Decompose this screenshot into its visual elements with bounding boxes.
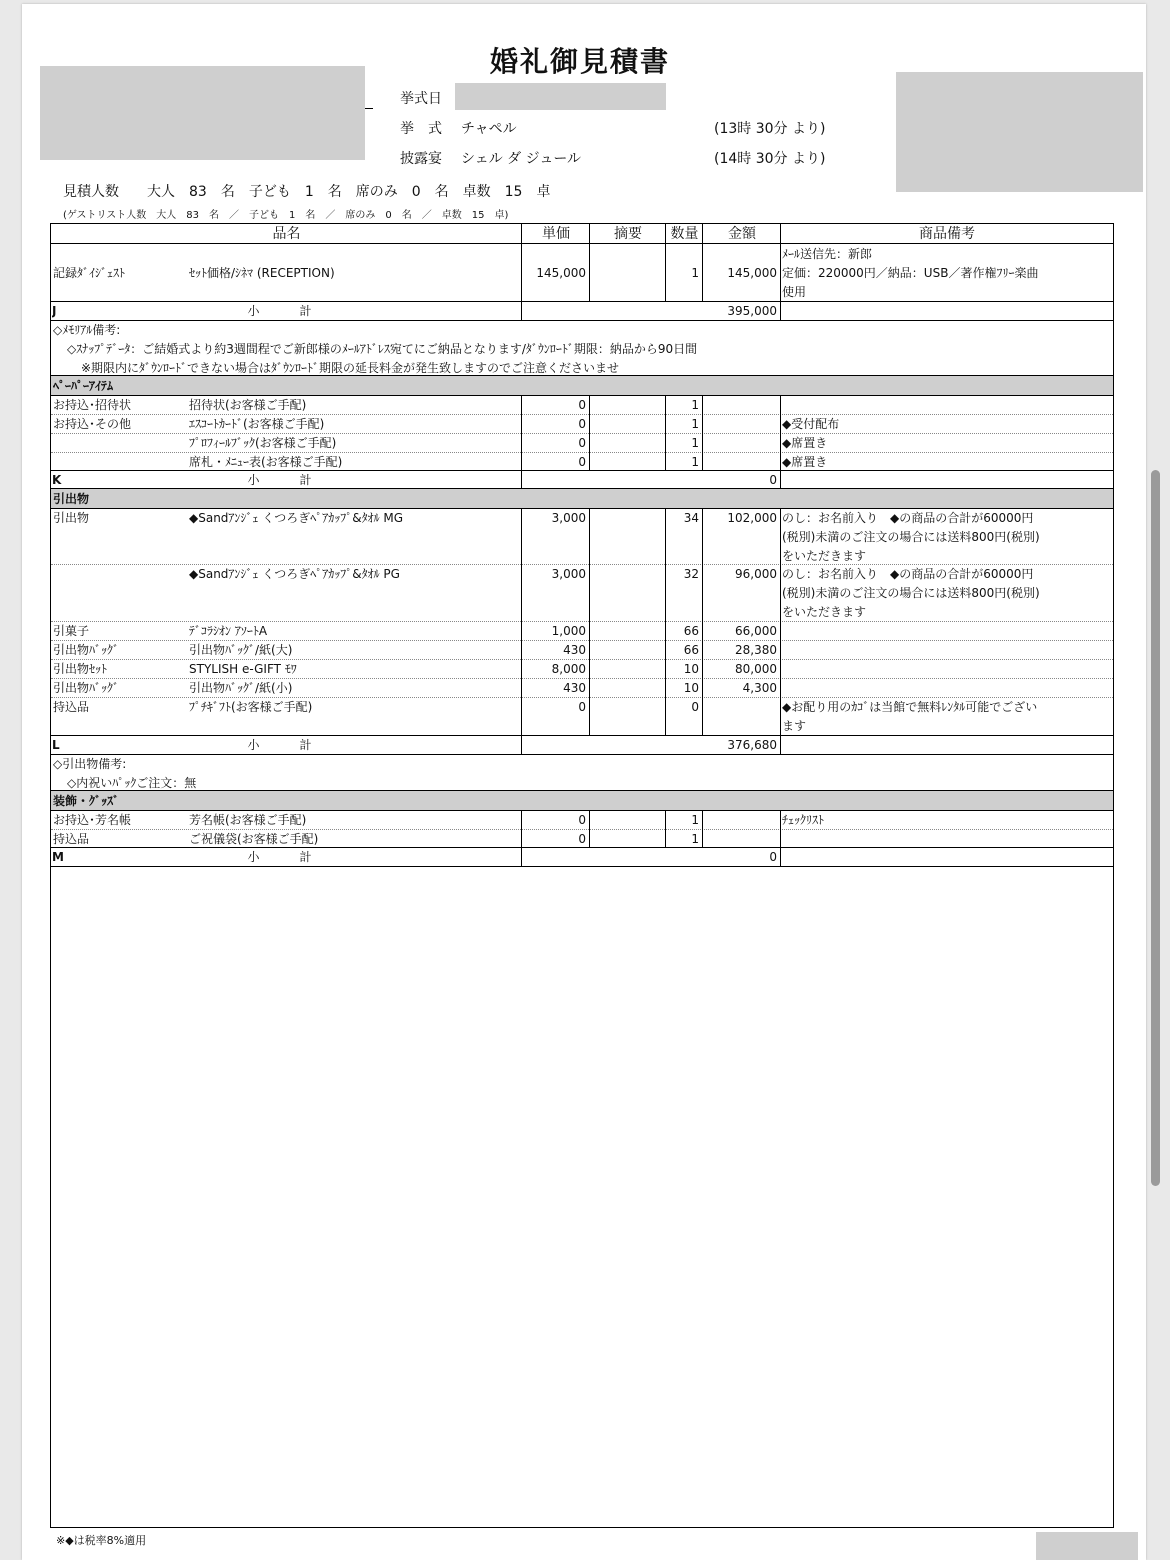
column-divider — [521, 433, 522, 452]
amount: 4,300 — [742, 681, 777, 695]
item-category: 記録ﾀﾞｲｼﾞｪｽﾄ — [53, 266, 126, 280]
column-divider — [665, 452, 666, 470]
column-divider — [780, 433, 781, 452]
column-divider — [702, 244, 703, 301]
item-name: ﾌﾟﾁｷﾞﾌﾄ(お客様ご手配) — [189, 700, 313, 714]
column-divider — [665, 659, 666, 678]
item-category: 引出物 — [53, 511, 90, 525]
column-divider — [589, 452, 590, 470]
column-divider — [589, 697, 590, 735]
column-divider — [665, 621, 666, 640]
column-divider — [665, 224, 666, 244]
amount: 80,000 — [735, 662, 777, 676]
column-divider — [521, 847, 522, 866]
quantity: 10 — [683, 681, 699, 695]
remark-line — [51, 773, 1113, 791]
remark-text: ◇ｽﾅｯﾌﾟﾃﾞｰﾀ：ご結婚式より約3週間程でご新郎様のﾒｰﾙｱﾄﾞﾚｽ宛てにご納品となります/ﾀﾞｳﾝﾛｰﾄﾞ期限：納品から90日間 — [67, 342, 698, 356]
column-divider — [702, 829, 703, 847]
ceremony-label: 挙 式 — [400, 121, 442, 137]
column-divider — [521, 452, 522, 470]
column-divider — [521, 395, 522, 414]
item-name: 引出物ﾊﾞｯｸﾞ/紙(小) — [189, 681, 293, 695]
column-divider — [702, 697, 703, 735]
item-name: ◆Sandｱﾝｼﾞｪ くつろぎﾍﾟｱｶｯﾌﾟ&ﾀｵﾙ MG — [189, 511, 404, 525]
redacted-venue-logo — [896, 72, 1143, 192]
item-category: お持込･芳名帳 — [53, 813, 132, 827]
column-divider — [521, 640, 522, 659]
column-divider — [589, 395, 590, 414]
remark-line — [51, 358, 1113, 376]
remark-text: ◇引出物備考: — [53, 757, 127, 771]
column-divider — [665, 564, 666, 621]
table-row — [51, 452, 1113, 471]
column-divider — [702, 678, 703, 697]
table-row — [51, 829, 1113, 848]
column-divider — [780, 659, 781, 678]
column-divider — [665, 414, 666, 433]
column-divider — [665, 678, 666, 697]
table-row — [51, 697, 1113, 736]
header-summary: 摘要 — [614, 226, 642, 242]
unit-price: 0 — [578, 417, 586, 431]
header-unit-price: 単価 — [542, 226, 570, 242]
column-divider — [589, 621, 590, 640]
column-divider — [780, 810, 781, 829]
unit-price: 0 — [578, 455, 586, 469]
unit-price: 0 — [578, 700, 586, 714]
table-row — [51, 395, 1113, 415]
page-title: 婚礼御見積書 — [490, 45, 671, 78]
item-name: ﾃﾞｺﾗｼｵﾝ ｱｿｰﾄA — [189, 624, 268, 638]
item-category: 持込品 — [53, 832, 90, 846]
redacted-couple-name — [40, 66, 365, 160]
table-row — [51, 244, 1113, 302]
tax-footnote: ※◆は税率8%適用 — [56, 1534, 147, 1547]
ceremony-date-label: 挙式日 — [400, 91, 442, 107]
remarks: ◆席置き — [782, 455, 828, 469]
column-divider — [780, 224, 781, 244]
quantity: 1 — [691, 266, 699, 280]
item-category: 持込品 — [53, 700, 90, 714]
table-row — [51, 508, 1113, 565]
subtotal-amount: 0 — [769, 473, 777, 487]
table-row — [51, 640, 1113, 660]
column-divider — [780, 414, 781, 433]
section-title: 引出物 — [53, 492, 90, 506]
reception-label: 披露宴 — [400, 151, 442, 167]
column-divider — [702, 452, 703, 470]
table-row — [51, 659, 1113, 679]
column-divider — [665, 829, 666, 847]
column-divider — [780, 301, 781, 320]
column-divider — [665, 395, 666, 414]
remarks: のし：お名前入り ◆の商品の合計が60000円(税別)未満のご注文の場合には送料800円(税別)をいただきます — [782, 567, 1040, 619]
guest-counts: 見積人数 大人 83 名 子ども 1 名 席のみ 0 名 卓数 15 卓 — [63, 184, 551, 200]
column-divider — [665, 433, 666, 452]
column-divider — [780, 847, 781, 866]
column-divider — [521, 244, 522, 301]
redacted-date — [455, 83, 666, 110]
column-divider — [665, 244, 666, 301]
column-divider — [589, 508, 590, 564]
amount: 102,000 — [727, 511, 777, 525]
column-divider — [589, 659, 590, 678]
amount: 28,380 — [735, 643, 777, 657]
subtotal-code: L — [52, 738, 60, 752]
column-divider — [702, 395, 703, 414]
unit-price: 3,000 — [551, 511, 586, 525]
subtotal-label: 小 計 — [247, 304, 326, 318]
column-divider — [780, 829, 781, 847]
column-divider — [521, 301, 522, 320]
column-divider — [521, 659, 522, 678]
unit-price: 0 — [578, 832, 586, 846]
amount: 145,000 — [727, 266, 777, 280]
column-divider — [780, 735, 781, 754]
column-divider — [702, 508, 703, 564]
item-name: 引出物ﾊﾞｯｸﾞ/紙(大) — [189, 643, 293, 657]
remarks: ◆席置き — [782, 436, 828, 450]
subtotal-row — [51, 470, 1113, 489]
table-row — [51, 810, 1113, 830]
unit-price: 1,000 — [551, 624, 586, 638]
unit-price: 0 — [578, 398, 586, 412]
ceremony-time: (13時 30分 より) — [714, 121, 826, 137]
column-divider — [702, 414, 703, 433]
header-item: 品名 — [272, 226, 301, 242]
column-divider — [521, 414, 522, 433]
column-divider — [589, 678, 590, 697]
column-divider — [589, 433, 590, 452]
column-divider — [780, 621, 781, 640]
column-divider — [589, 564, 590, 621]
item-name: ご祝儀袋(お客様ご手配) — [189, 832, 319, 846]
unit-price: 3,000 — [551, 567, 586, 581]
column-divider — [702, 564, 703, 621]
item-category: 引出物ﾊﾞｯｸﾞ — [53, 681, 120, 695]
item-name: STYLISH e-GIFT ﾓﾜ — [189, 662, 297, 676]
unit-price: 430 — [563, 643, 586, 657]
subtotal-amount: 0 — [769, 850, 777, 864]
subtotal-label: 小 計 — [247, 738, 326, 752]
column-divider — [702, 621, 703, 640]
column-divider — [780, 564, 781, 621]
redacted-page-footer — [1036, 1532, 1138, 1560]
unit-price: 145,000 — [536, 266, 586, 280]
section-header — [51, 790, 1113, 811]
table-row — [51, 678, 1113, 698]
table-row — [51, 433, 1113, 453]
unit-price: 8,000 — [551, 662, 586, 676]
unit-price: 430 — [563, 681, 586, 695]
item-category: 引出物ｾｯﾄ — [53, 662, 108, 676]
column-divider — [780, 640, 781, 659]
subtotal-label: 小 計 — [247, 473, 326, 487]
unit-price: 0 — [578, 813, 586, 827]
amount: 66,000 — [735, 624, 777, 638]
column-divider — [521, 697, 522, 735]
column-divider — [589, 224, 590, 244]
subtotal-row — [51, 735, 1113, 755]
reception-time: (14時 30分 より) — [714, 151, 826, 167]
column-divider — [589, 640, 590, 659]
item-name: 招待状(お客様ご手配) — [189, 398, 307, 412]
column-divider — [665, 640, 666, 659]
column-divider — [780, 470, 781, 489]
table-row — [51, 621, 1113, 641]
remark-line — [51, 339, 1113, 358]
column-divider — [665, 508, 666, 564]
item-category: お持込･招待状 — [53, 398, 132, 412]
remarks: ◆受付配布 — [782, 417, 840, 431]
column-divider — [702, 433, 703, 452]
item-name: ◆Sandｱﾝｼﾞｪ くつろぎﾍﾟｱｶｯﾌﾟ&ﾀｵﾙ PG — [189, 567, 400, 581]
column-divider — [521, 735, 522, 754]
quantity: 0 — [691, 700, 699, 714]
column-divider — [589, 829, 590, 847]
estimate-table — [50, 223, 1114, 1528]
column-divider — [780, 244, 781, 301]
table-row — [51, 564, 1113, 622]
column-divider — [521, 810, 522, 829]
guestlist-counts: (ゲストリスト人数 大人 83 名 ／ 子ども 1 名 ／ 席のみ 0 名 ／ 卓数 15 卓) — [63, 210, 509, 221]
quantity: 32 — [683, 567, 699, 581]
subtotal-amount: 376,680 — [727, 738, 777, 752]
column-divider — [521, 508, 522, 564]
subtotal-label: 小 計 — [247, 850, 326, 864]
quantity: 1 — [691, 455, 699, 469]
remark-text: ◇内祝いﾊﾟｯｸご注文：無 — [67, 776, 197, 790]
unit-price: 0 — [578, 436, 586, 450]
item-name: ｴｽｺｰﾄｶｰﾄﾞ(お客様ご手配) — [189, 417, 325, 431]
quantity: 66 — [683, 624, 699, 638]
reception-venue: シェル ダ ジュール — [461, 151, 582, 167]
ceremony-venue: チャペル — [461, 121, 517, 137]
remarks: ◆お配り用のｶｺﾞは当館で無料ﾚﾝﾀﾙ可能でございます — [782, 700, 1038, 733]
subtotal-row — [51, 847, 1113, 867]
quantity: 1 — [691, 417, 699, 431]
item-category: お持込･その他 — [53, 417, 132, 431]
amount: 96,000 — [735, 567, 777, 581]
column-divider — [780, 697, 781, 735]
section-header — [51, 488, 1113, 509]
item-name: ﾌﾟﾛﾌｨｰﾙﾌﾞｯｸ(お客様ご手配) — [189, 436, 337, 450]
column-divider — [521, 224, 522, 244]
subtotal-row — [51, 301, 1113, 321]
column-divider — [780, 678, 781, 697]
table-row — [51, 414, 1113, 434]
quantity: 1 — [691, 813, 699, 827]
column-divider — [780, 395, 781, 414]
remark-line — [51, 754, 1113, 773]
section-header — [51, 375, 1113, 396]
quantity: 34 — [683, 511, 699, 525]
item-category: 引菓子 — [53, 624, 90, 638]
quantity: 1 — [691, 832, 699, 846]
remarks: ﾒｰﾙ送信先：新郎 定価：220000円／納品：USB／著作権ﾌﾘｰ楽曲使用 — [782, 247, 1039, 299]
item-name: ｾｯﾄ価格/ｼﾈﾏ (RECEPTION) — [189, 266, 335, 280]
column-divider — [521, 829, 522, 847]
column-divider — [665, 810, 666, 829]
subtotal-code: J — [52, 304, 57, 318]
remark-line — [51, 320, 1113, 339]
column-divider — [589, 244, 590, 301]
quantity: 1 — [691, 398, 699, 412]
remark-text: ◇ﾒﾓﾘｱﾙ備考: — [53, 323, 121, 337]
scrollbar-thumb[interactable] — [1151, 470, 1160, 1186]
subtotal-amount: 395,000 — [727, 304, 777, 318]
column-divider — [665, 697, 666, 735]
name-underline — [365, 108, 373, 109]
column-divider — [702, 810, 703, 829]
column-divider — [780, 508, 781, 564]
column-divider — [702, 224, 703, 244]
quantity: 66 — [683, 643, 699, 657]
header-qty: 数量 — [670, 226, 699, 242]
header-remarks: 商品備考 — [919, 226, 975, 242]
table-header-row — [51, 224, 1113, 244]
item-name: 芳名帳(お客様ご手配) — [189, 813, 307, 827]
remarks: のし：お名前入り ◆の商品の合計が60000円(税別)未満のご注文の場合には送料800円(税別)をいただきます — [782, 511, 1040, 563]
column-divider — [521, 564, 522, 621]
column-divider — [521, 621, 522, 640]
remark-text: ※期限内にﾀﾞｳﾝﾛｰﾄﾞできない場合はﾀﾞｳﾝﾛｰﾄﾞ期限の延長料金が発生致しますのでご注意くださいませ — [81, 361, 620, 375]
section-title: ﾍﾟｰﾊﾟｰｱｲﾃﾑ — [53, 379, 114, 393]
column-divider — [780, 452, 781, 470]
column-divider — [702, 640, 703, 659]
subtotal-code: K — [52, 473, 62, 487]
column-divider — [521, 678, 522, 697]
column-divider — [589, 414, 590, 433]
header-amount: 金額 — [728, 226, 756, 242]
column-divider — [589, 810, 590, 829]
item-category: 引出物ﾊﾞｯｸﾞ — [53, 643, 120, 657]
quantity: 1 — [691, 436, 699, 450]
section-title: 装飾・ｸﾞｯｽﾞ — [53, 794, 120, 808]
quantity: 10 — [683, 662, 699, 676]
subtotal-code: M — [52, 850, 64, 864]
column-divider — [702, 659, 703, 678]
item-name: 席札・ﾒﾆｭｰ表(お客様ご手配) — [189, 455, 343, 469]
column-divider — [521, 470, 522, 489]
remarks: ﾁｪｯｸﾘｽﾄ — [782, 813, 825, 827]
